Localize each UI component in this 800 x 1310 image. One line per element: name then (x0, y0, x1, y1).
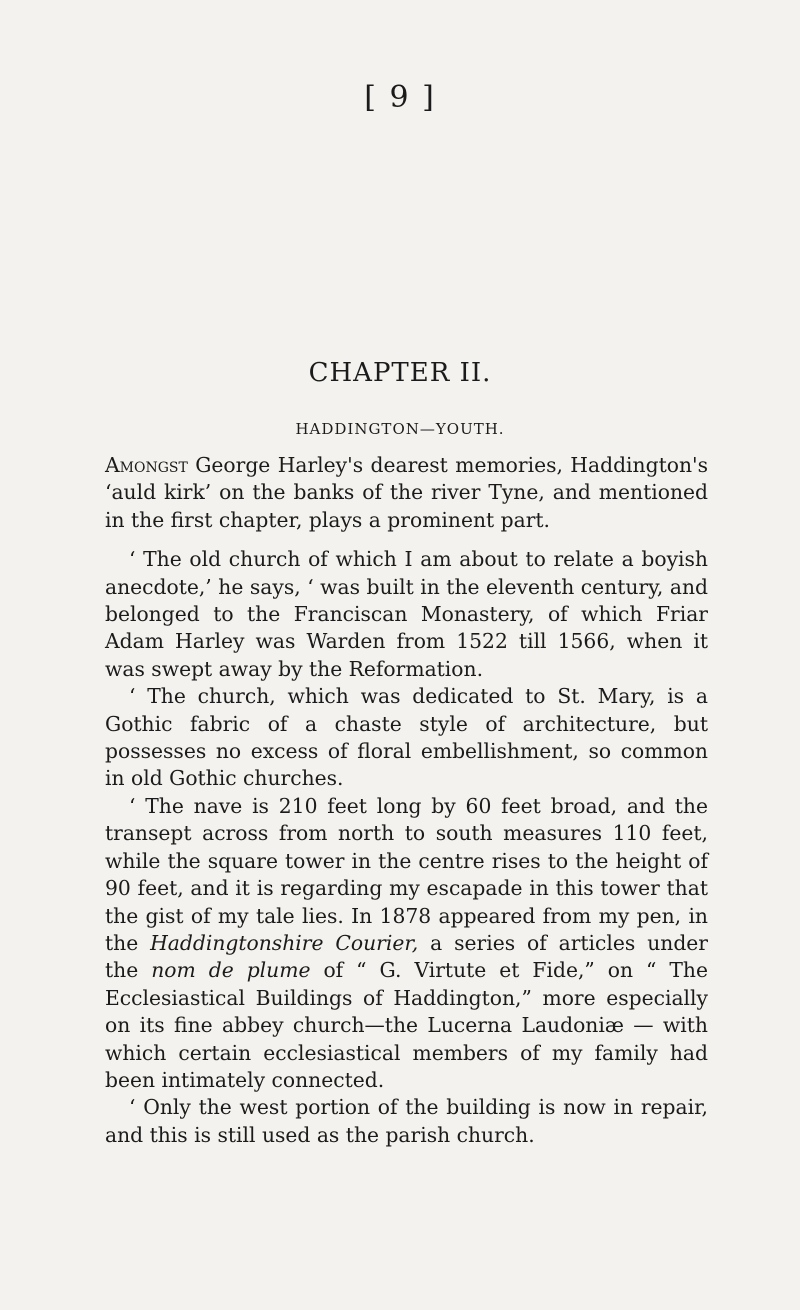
body-text (105, 452, 708, 1149)
paragraph-text: of “ G. Virtute et Fide,” on “ The Ecclesiastical Buildings of Haddington,” more especially on its fine abbey church—the Lucerna Laudoniæ — with which certain ecclesiastical members of my family had been intimately connected. (105, 958, 708, 1092)
paragraph (105, 546, 708, 683)
paragraph-text: ‘ Only the west portion of the building is now in repair, and this is still used as the parish church. (105, 1095, 708, 1147)
page-number: [ 9 ] (364, 80, 436, 115)
paragraph-text: ‘ The church, which was dedicated to St. Mary, is a Gothic fabric of a chaste style of architecture, but possesses no excess of floral embellishment, so common in old Gothic churches. (105, 684, 708, 791)
paragraph-text: a series of articles under the (105, 930, 708, 983)
chapter-subtitle: HADDINGTON—YOUTH. (295, 420, 505, 438)
paragraph-text: ‘ The nave is 210 feet long by 60 feet broad, and the transept across from north to south measures 110 feet, while the square tower in the centre rises to the height of 90 feet, and it is regarding my escapade in this tower that the gist of my tale lies. In 1878 appeared from my pen, in the (105, 793, 708, 955)
nom-de-plume-phrase: nom de plume (151, 958, 311, 983)
newspaper-name: Haddingtonshire Courier, (150, 930, 419, 955)
paragraph-lead-word: Amongst (105, 453, 188, 477)
chapter-title: CHAPTER II. (308, 358, 492, 388)
paragraph (105, 793, 708, 1094)
paragraph (105, 452, 708, 534)
paragraph-text: George Harley's dearest memories, Haddington's ‘auld kirk’ on the banks of the river Tyne, and mentioned in the first chapter, plays a prominent part. (105, 453, 708, 532)
paragraph (105, 683, 708, 793)
paragraph-text: ‘ The old church of which I am about to relate a boyish anecdote,’ he says, ‘ was built in the eleventh century, and belonged to the Franciscan Monastery, of which Friar Adam Harley was Warden from 1522 till 1566, when it was swept away by the Reformation. (105, 547, 708, 681)
paragraph (105, 1094, 708, 1149)
